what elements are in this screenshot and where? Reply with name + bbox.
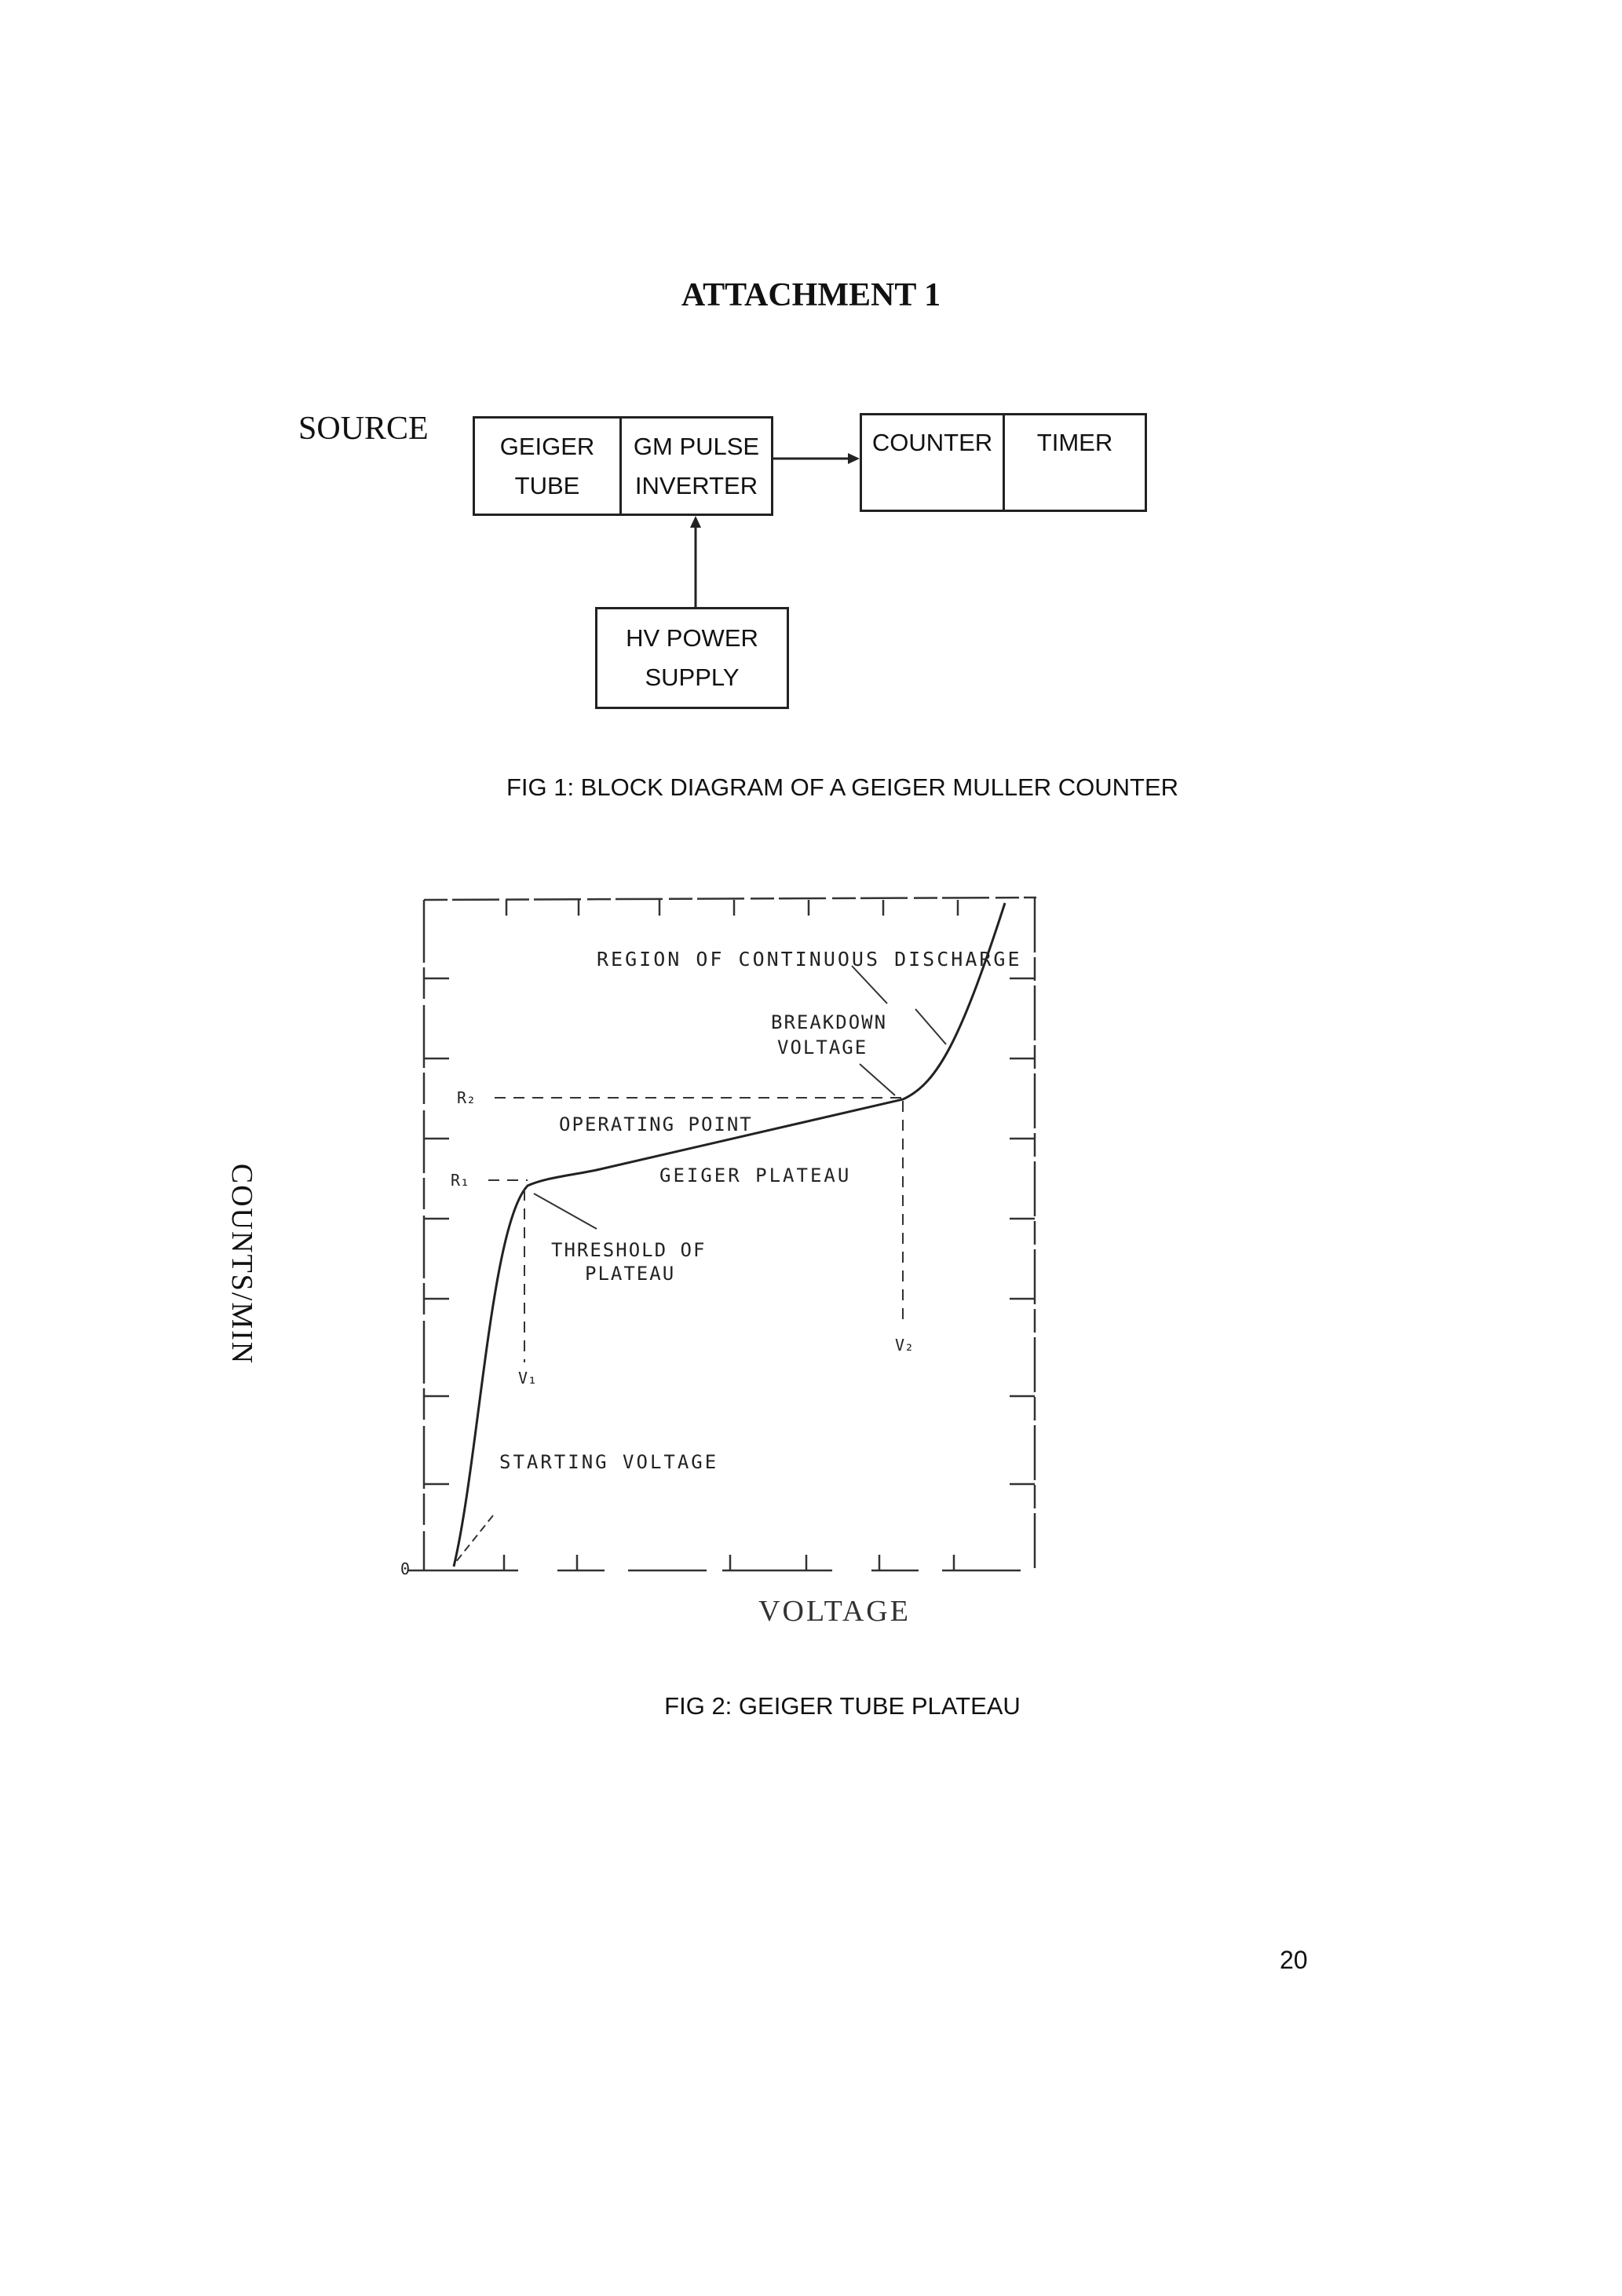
r1-label: R₁ [451, 1171, 470, 1190]
breakdown-label-1: BREAKDOWN [771, 1011, 888, 1033]
hv-label-2: SUPPLY [645, 664, 740, 691]
threshold-pointer [534, 1194, 597, 1229]
fig2-caption: FIG 2: GEIGER TUBE PLATEAU [664, 1692, 1021, 1720]
gm-pulse-label-2: INVERTER [634, 471, 758, 499]
geiger-tube-label-2: TUBE [514, 471, 580, 499]
gm-pulse-label-1: GM PULSE [633, 432, 760, 460]
v1-label: V₁ [518, 1369, 538, 1387]
breakdown-pointer-upper [915, 1009, 946, 1044]
graph-top-border [424, 898, 1036, 900]
operating-point-label: OPERATING POINT [559, 1113, 753, 1135]
page-number: 20 [1280, 1946, 1308, 1974]
breakdown-label-2: VOLTAGE [777, 1036, 868, 1058]
counter-label: COUNTER [871, 429, 993, 456]
breakdown-pointer-lower [860, 1064, 895, 1095]
continuous-discharge-label: REGION OF CONTINUOUS DISCHARGE [597, 948, 1022, 971]
source-label: SOURCE [298, 411, 429, 447]
page-title: ATTACHMENT 1 [681, 277, 941, 313]
threshold-label-2: PLATEAU [585, 1263, 676, 1285]
timer-label: TIMER [1036, 429, 1113, 456]
v2-label: V₂ [895, 1336, 915, 1355]
geiger-plateau-label: GEIGER PLATEAU [659, 1164, 852, 1186]
hv-label-1: HV POWER [626, 624, 758, 652]
fig1-caption: FIG 1: BLOCK DIAGRAM OF A GEIGER MULLER COUNTER [506, 773, 1179, 801]
starting-voltage-pointer [455, 1515, 493, 1563]
geiger-tube-label-1: GEIGER [499, 432, 595, 460]
discharge-pointer [852, 966, 887, 1004]
r2-label: R₂ [457, 1088, 477, 1107]
starting-voltage-label: STARTING VOLTAGE [499, 1451, 719, 1473]
y-axis-label: COUNTS/MIN [225, 1163, 258, 1366]
threshold-label-1: THRESHOLD OF [551, 1239, 707, 1261]
x-axis-label: VOLTAGE [758, 1595, 911, 1628]
origin-label: 0 [400, 1559, 411, 1578]
